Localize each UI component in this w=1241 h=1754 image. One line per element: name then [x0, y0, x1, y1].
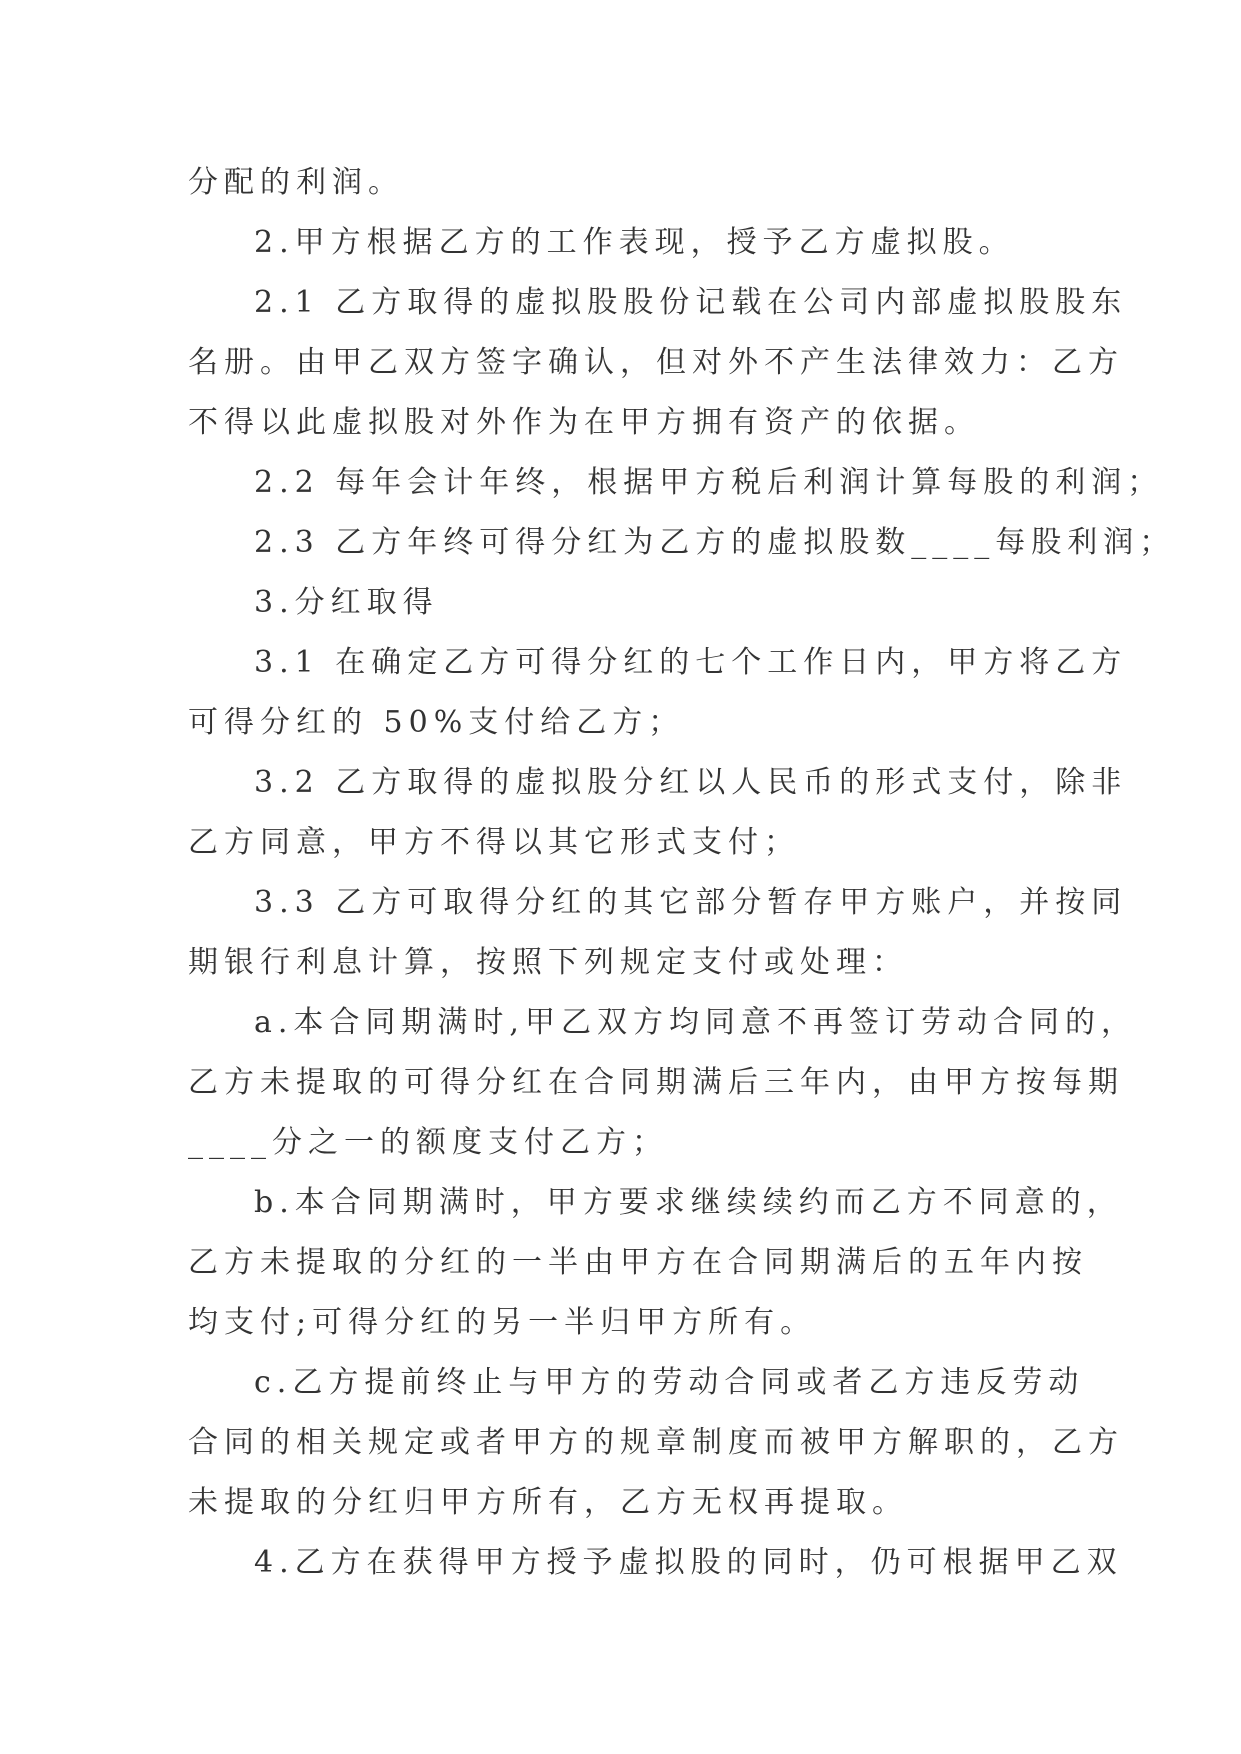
text-line: 期银行利息计算，按照下列规定支付或处理： [188, 945, 908, 980]
text-line: 分配的利润。 [188, 165, 404, 200]
text-line: 名册。由甲乙双方签字确认，但对外不产生法律效力：乙方 [188, 345, 1124, 380]
text-line: 3.2 乙方取得的虚拟股分红以人民币的形式支付，除非 [254, 765, 1128, 800]
text-line: 2.甲方根据乙方的工作表现，授予乙方虚拟股。 [254, 225, 1015, 260]
text-line: 均支付;可得分红的另一半归甲方所有。 [188, 1305, 817, 1340]
text-line: 乙方同意，甲方不得以其它形式支付； [188, 825, 800, 860]
text-line: 3.3 乙方可取得分红的其它部分暂存甲方账户，并按同 [254, 885, 1128, 920]
text-line: 4.乙方在获得甲方授予虚拟股的同时，仍可根据甲乙双 [254, 1545, 1123, 1580]
text-line: ____分之一的额度支付乙方； [188, 1125, 668, 1160]
text-line: 合同的相关规定或者甲方的规章制度而被甲方解职的，乙方 [188, 1425, 1124, 1460]
text-line: 乙方未提取的可得分红在合同期满后三年内，由甲方按每期 [188, 1065, 1124, 1100]
text-line: 3.1 在确定乙方可得分红的七个工作日内，甲方将乙方 [254, 645, 1128, 680]
text-line: 3.分红取得 [254, 585, 439, 620]
text-line: 未提取的分红归甲方所有，乙方无权再提取。 [188, 1485, 908, 1520]
text-line: a.本合同期满时,甲乙双方均同意不再签订劳动合同的， [254, 1005, 1137, 1040]
document-body [188, 153, 1176, 1593]
text-line: 2.2 每年会计年终，根据甲方税后利润计算每股的利润； [254, 465, 1164, 500]
text-line: 2.1 乙方取得的虚拟股股份记载在公司内部虚拟股股东 [254, 285, 1128, 320]
text-line: b.本合同期满时，甲方要求继续续约而乙方不同意的， [254, 1185, 1123, 1220]
text-line: 可得分红的 50%支付给乙方； [188, 705, 685, 740]
text-line: c.乙方提前终止与甲方的劳动合同或者乙方违反劳动 [254, 1365, 1085, 1400]
text-line: 乙方未提取的分红的一半由甲方在合同期满后的五年内按 [188, 1245, 1088, 1280]
text-line: 不得以此虚拟股对外作为在甲方拥有资产的依据。 [188, 405, 980, 440]
text-line: 2.3 乙方年终可得分红为乙方的虚拟股数____每股利润； [254, 525, 1176, 560]
